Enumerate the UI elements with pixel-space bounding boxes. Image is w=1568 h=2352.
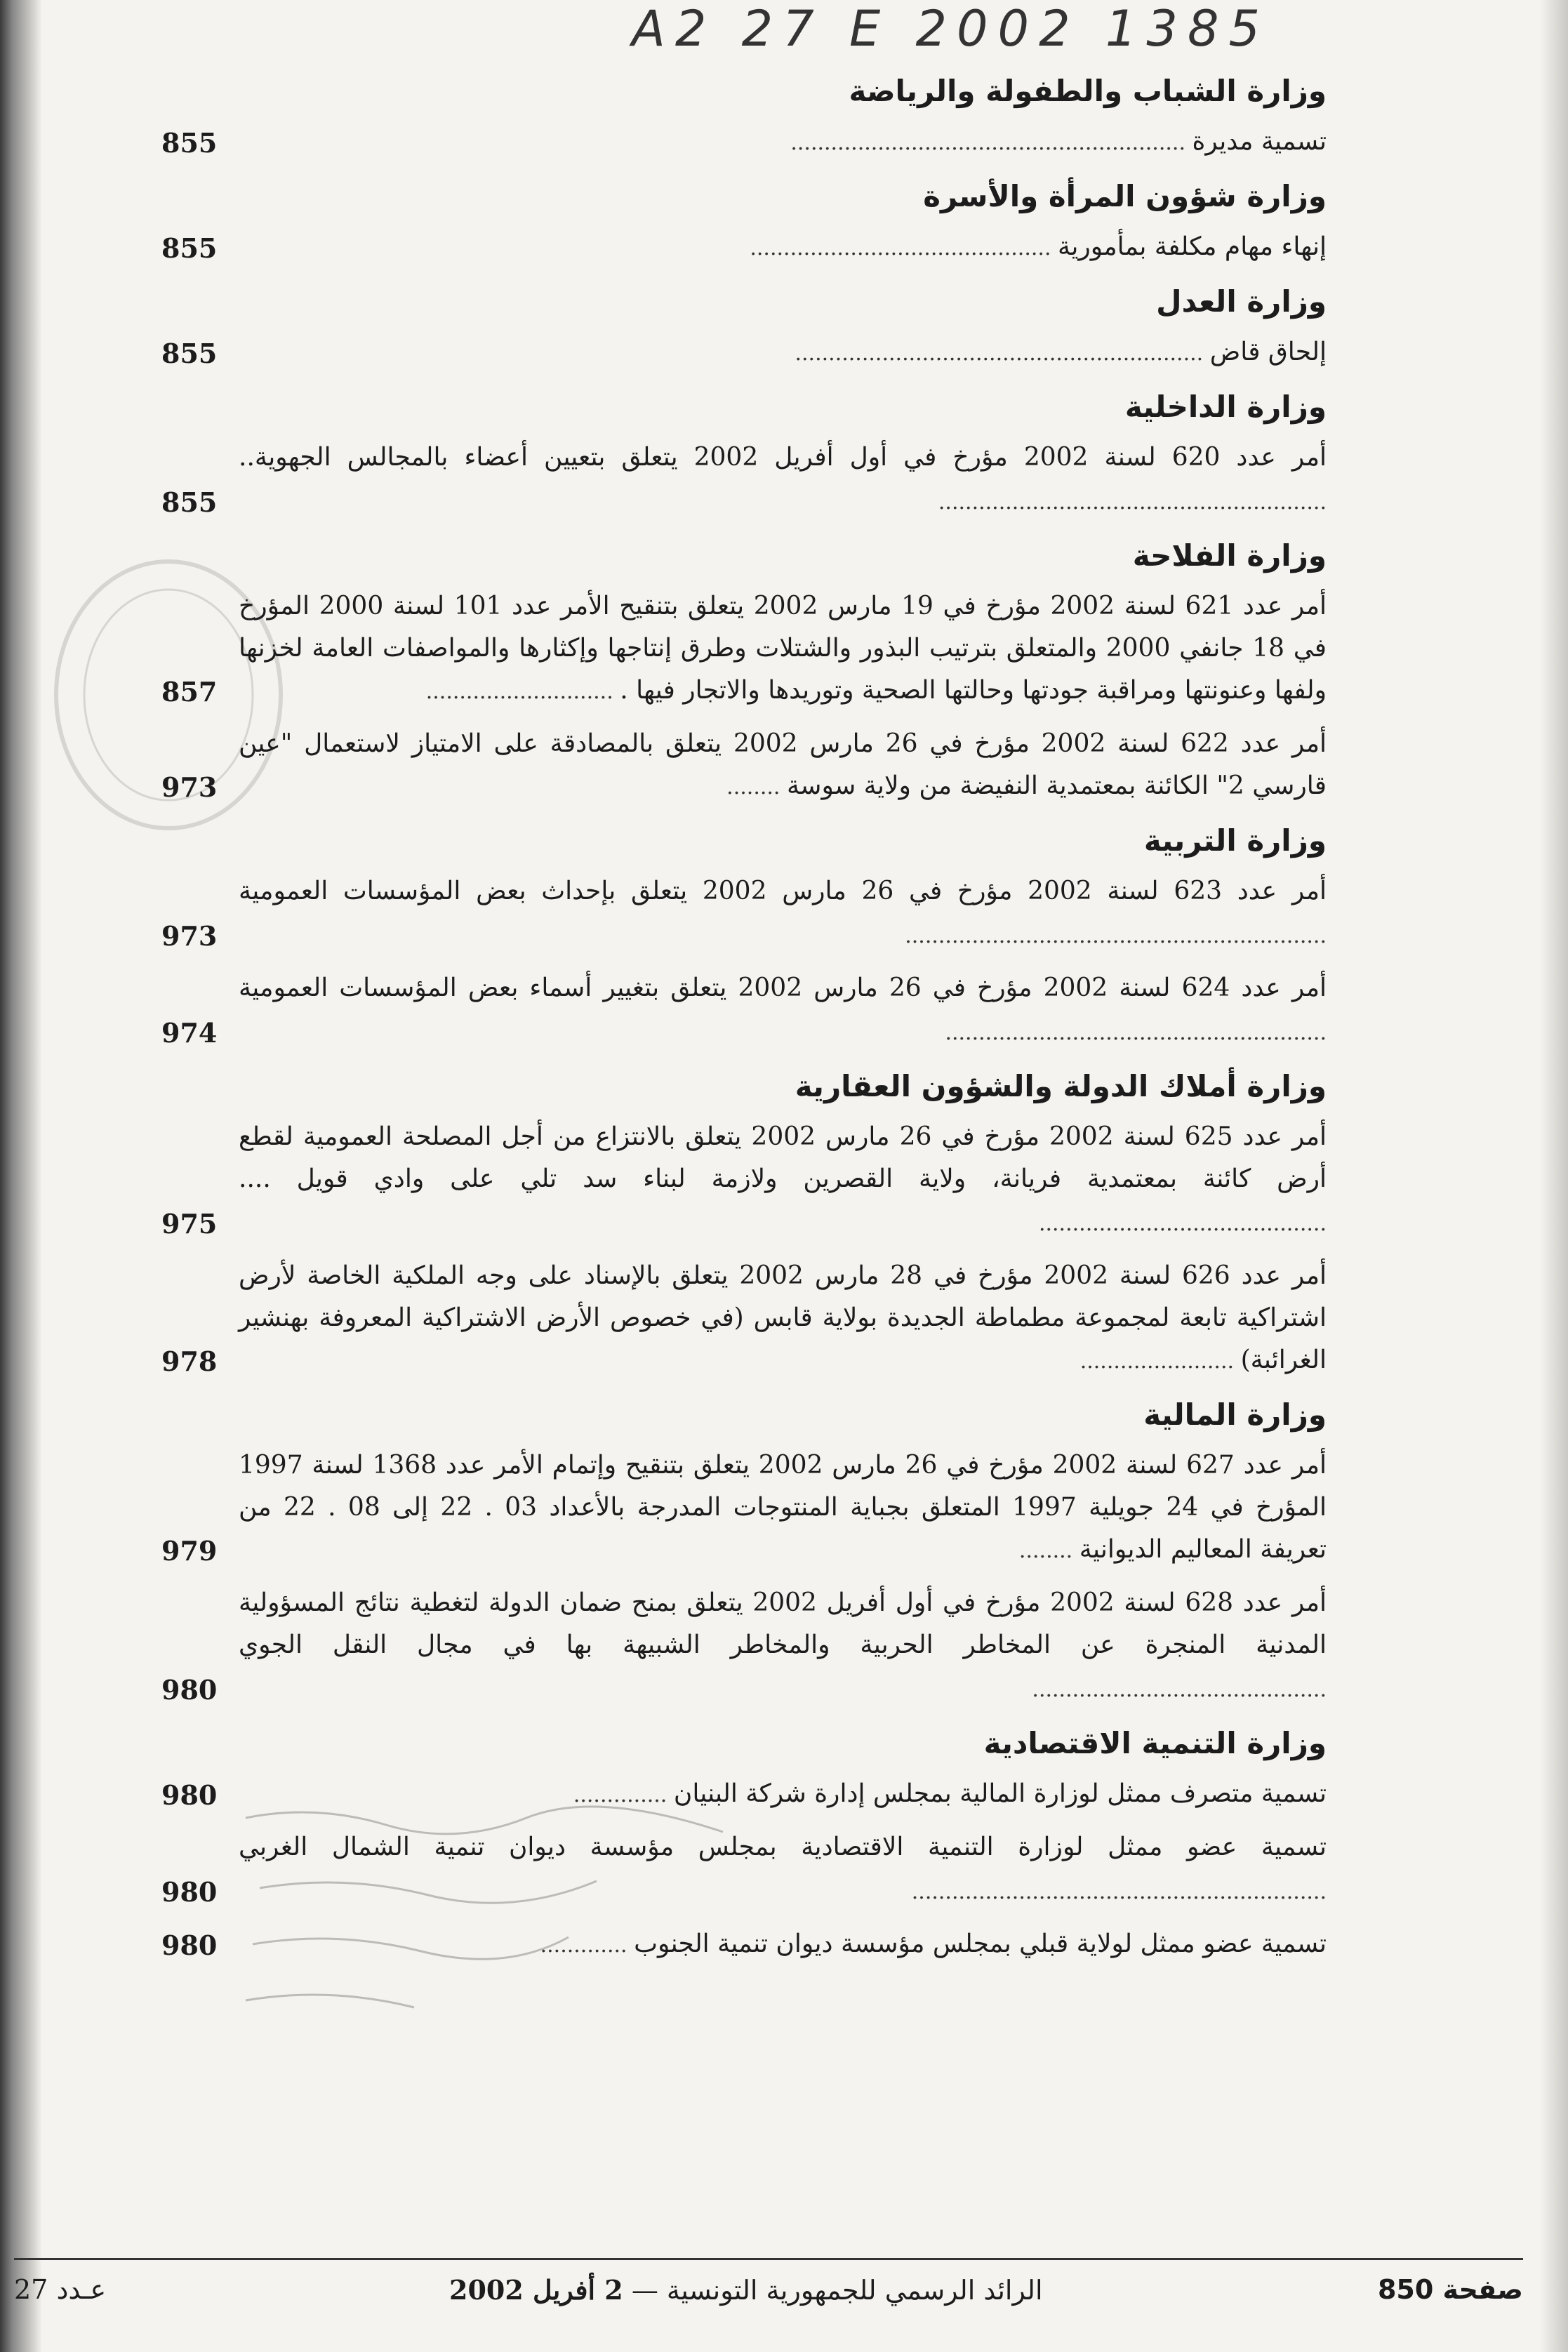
ministry-heading: وزارة المالية [1143, 1397, 1327, 1432]
leader-dots: ........ [726, 775, 787, 799]
table-of-contents [161, 62, 1327, 1976]
leader-dots: ........................................... [1038, 1211, 1327, 1236]
ministry-heading: وزارة الداخلية [1124, 390, 1327, 424]
toc-page-number: 855 [161, 486, 218, 518]
leader-dots: ............................................. [750, 236, 1058, 260]
footer-issue: عـدد 27 [14, 2274, 107, 2305]
ministry-heading: وزارة الشباب والطفولة والرياضة [849, 74, 1327, 108]
handwritten-note: A2 27 E 2002 1385 [632, 0, 1270, 58]
footer-date: 2 أفريل 2002 [449, 2274, 623, 2306]
toc-entry-title: إلحاق قاض [1209, 338, 1327, 366]
toc-entry [161, 1582, 1327, 1711]
toc-entry-title: إنهاء مهام مكلفة بمأمورية [1058, 232, 1327, 261]
footer-publication-name: الرائد الرسمي للجمهورية التونسية — [631, 2275, 1043, 2306]
scan-gutter [0, 0, 42, 2352]
faint-scribbles [232, 1804, 793, 2035]
toc-entry-title: أمر عدد 625 لسنة 2002 مؤرخ في 26 مارس 2002 يتعلق بالانتزاع من أجل المصلحة العمومية لقطع أرض كائنة بمعتمدية فريانة، ولاية القصرين ولازمة لبناء سد تلي على وادي قويل .... [239, 1122, 1327, 1193]
toc-entry [161, 437, 1327, 524]
toc-entry-text [239, 723, 1327, 809]
toc-entry [161, 1116, 1327, 1245]
footer-page-label: صفحة 850 [1377, 2274, 1523, 2305]
toc-entry [161, 723, 1327, 809]
toc-entry-title: أمر عدد 621 لسنة 2002 مؤرخ في 19 مارس 2002 يتعلق بتنقيح الأمر عدد 101 لسنة 2000 المؤرخ في 18 جانفي 2000 والمتعلق بترتيب البذور والشتلات وطرق إنتاجها وإكثارها والمواصفات العامة لخزنها ولفها وعنونتها ومراقبة جودتها وحالتها الصحية وتوريدها والاتجار فيها . [239, 592, 1327, 705]
leader-dots: ............................ [425, 679, 620, 704]
ministry-heading: وزارة شؤون المرأة والأسرة [923, 179, 1327, 213]
toc-page-number: 980 [161, 1876, 218, 1908]
toc-entry [161, 1444, 1327, 1572]
toc-entry-text [239, 121, 1327, 164]
toc-page-number: 980 [161, 1779, 218, 1811]
toc-entry-title: أمر عدد 623 لسنة 2002 مؤرخ في 26 مارس 2002 يتعلق بإحداث بعض المؤسسات العمومية [239, 877, 1327, 905]
toc-entry-text [239, 331, 1327, 375]
toc-entry [161, 1255, 1327, 1383]
toc-entry-text [239, 870, 1327, 957]
ministry-heading: وزارة الفلاحة [1132, 538, 1327, 573]
leader-dots: ............................................................... [905, 924, 1327, 948]
footer-publication [449, 2274, 1043, 2306]
footer-rule [14, 2258, 1523, 2260]
leader-dots: .............. [573, 1783, 674, 1807]
toc-entry-text [239, 437, 1327, 524]
toc-entry-title: تسمية عضو ممثل لولاية قبلي بمجلس مؤسسة ديوان تنمية الجنوب [634, 1929, 1327, 1958]
toc-entry-title: تسمية عضو ممثل لوزارة التنمية الاقتصادية بمجلس مؤسسة ديوان تنمية الشمال الغربي [239, 1833, 1327, 1861]
toc-entry-title: أمر عدد 620 لسنة 2002 مؤرخ في أول أفريل 2002 يتعلق بتعيين أعضاء بالمجالس الجهوية.. [239, 443, 1327, 472]
toc-entry [161, 585, 1327, 713]
leader-dots: ........................................................... [790, 131, 1192, 155]
toc-entry-text [239, 1444, 1327, 1572]
toc-page-number: 855 [161, 232, 218, 264]
leader-dots: .......................................................... [938, 490, 1327, 514]
toc-entry-title: أمر عدد 626 لسنة 2002 مؤرخ في 28 مارس 2002 يتعلق بالإسناد على وجه الملكية الخاصة لأرض اشتراكية تابعة لمجموعة مطماطة الجديدة بولاية قابس (في خصوص الأرض الاشتراكية المعروفة بهنشير الغرائبة) [239, 1261, 1327, 1374]
leader-dots: ............................................ [1032, 1677, 1327, 1702]
toc-entry [161, 121, 1327, 164]
toc-entry-title: تسمية مديرة [1192, 127, 1327, 156]
toc-entry-title: أمر عدد 627 لسنة 2002 مؤرخ في 26 مارس 2002 يتعلق بتنقيح وإتمام الأمر عدد 1368 لسنة 1997 المؤرخ في 24 جويلية 1997 المتعلق بجباية المنتوجات المدرجة بالأعداد 03 . 22 إلى 08 . 22 من تعريفة المعاليم الديوانية [239, 1451, 1327, 1564]
toc-page-number: 974 [161, 1017, 218, 1049]
toc-entry-title: تسمية متصرف ممثل لوزارة المالية بمجلس إدارة شركة البنيان [673, 1779, 1327, 1808]
leader-dots: .............................................................. [911, 1880, 1327, 1904]
toc-entry [161, 331, 1327, 375]
ministry-heading: وزارة أملاك الدولة والشؤون العقارية [795, 1069, 1327, 1103]
toc-entry-text [239, 1255, 1327, 1383]
ministry-heading: وزارة التربية [1143, 823, 1327, 858]
toc-page-number: 975 [161, 1208, 218, 1240]
toc-entry-text [239, 967, 1327, 1054]
toc-page-number: 973 [161, 771, 218, 803]
toc-entry-text [239, 585, 1327, 713]
toc-entry-title: أمر عدد 622 لسنة 2002 مؤرخ في 26 مارس 2002 يتعلق بالمصادقة على الامتياز لاستعمال "عين قارسي 2" الكائنة بمعتمدية النفيضة من ولاية سوسة [239, 729, 1327, 800]
ministry-heading: وزارة العدل [1156, 284, 1327, 319]
toc-page-number: 980 [161, 1929, 218, 1961]
toc-entry-title: أمر عدد 624 لسنة 2002 مؤرخ في 26 مارس 2002 يتعلق بتغيير أسماء بعض المؤسسات العمومية [239, 974, 1327, 1002]
leader-dots: ............. [540, 1933, 634, 1958]
toc-page-number: 855 [161, 127, 218, 159]
toc-page-number: 979 [161, 1535, 218, 1567]
toc-entry [161, 870, 1327, 957]
toc-entry-text [239, 226, 1327, 270]
toc-page-number: 978 [161, 1346, 218, 1377]
leader-dots: ............................................................. [795, 341, 1210, 366]
toc-entry-text [239, 1582, 1327, 1711]
toc-entry [161, 967, 1327, 1054]
toc-page-number: 973 [161, 920, 218, 952]
toc-page-number: 857 [161, 676, 218, 707]
toc-page-number: 980 [161, 1674, 218, 1706]
page-footer [14, 2274, 1523, 2323]
toc-page-number: 855 [161, 338, 218, 369]
ministry-heading: وزارة التنمية الاقتصادية [983, 1726, 1327, 1760]
scan-edge-shade [1540, 0, 1568, 2352]
toc-entry-title: أمر عدد 628 لسنة 2002 مؤرخ في أول أفريل 2002 يتعلق بمنح ضمان الدولة لتغطية نتائج المسؤولية المدنية المنجرة عن المخاطر الحربية والمخاطر الشبيهة بها في مجال النقل الجوي [239, 1588, 1327, 1659]
toc-entry-text [239, 1116, 1327, 1245]
leader-dots: ......................................................... [945, 1021, 1327, 1045]
leader-dots: ........ [1018, 1539, 1079, 1563]
leader-dots: ....................... [1079, 1349, 1241, 1374]
toc-entry [161, 226, 1327, 270]
